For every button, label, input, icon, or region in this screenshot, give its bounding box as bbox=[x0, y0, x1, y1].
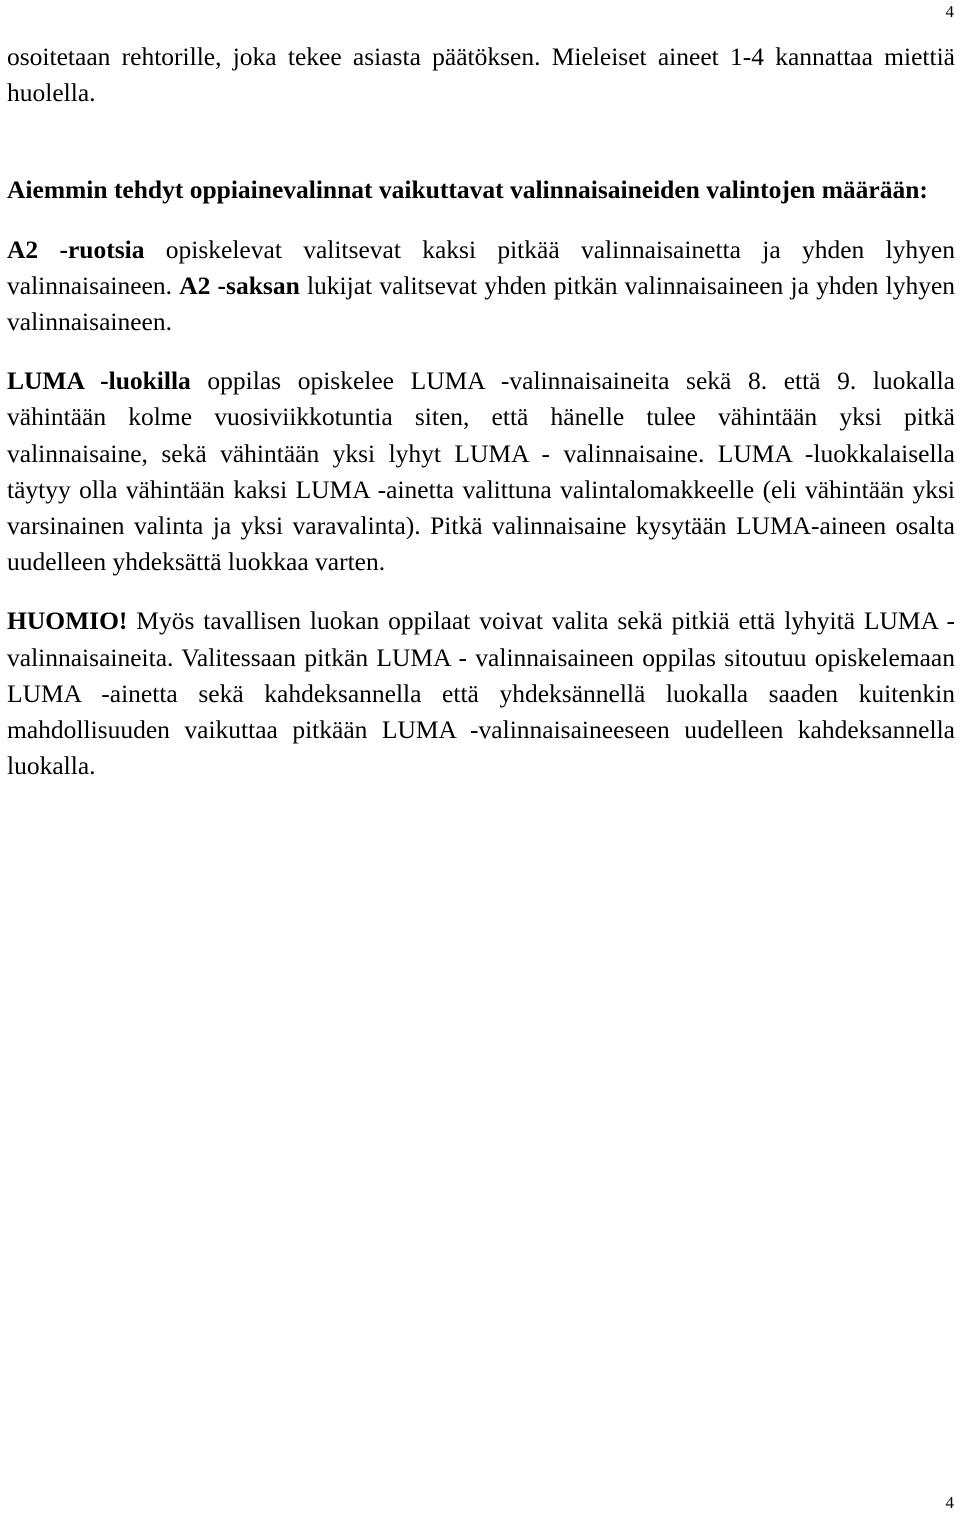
term-a2-saksan: A2 -saksan bbox=[179, 270, 300, 300]
paragraph-text: oppilas opiskelee LUMA -valinnaisaineita sekä 8. että 9. luokalla vähintään kolme vuosiviikkotuntia siten, että hänelle tulee vähintään yksi pitkä valinnaisaine, sekä vähintään yksi lyhyt LUMA - valinnaisaine. LUMA -luokkalaisella täytyy olla vähintään kaksi LUMA -ainetta valittuna valintalomakkeelle (eli vähintään yksi varsinainen valinta ja yksi varavalinta). Pitkä valinnaisaine kysytään LUMA-aineen osalta uudelleen yhdeksättä luokkaa varten. bbox=[7, 366, 955, 577]
spacer bbox=[7, 340, 955, 363]
spacer bbox=[7, 580, 955, 603]
page-number-bottom: 4 bbox=[945, 1493, 954, 1512]
page-number-top: 4 bbox=[945, 2, 954, 21]
paragraph-note bbox=[7, 603, 955, 784]
spacer bbox=[7, 209, 955, 232]
paragraph-text: Myös tavallisen luokan oppilaat voivat valita sekä pitkiä että lyhyitä LUMA -valinnaisaineita. Valitessaan pitkän LUMA - valinnaisaineen oppilas sitoutuu opiskelemaan LUMA -ainetta sekä kahdeksannella että yhdeksännellä luokalla saaden kuitenkin mahdollisuuden vaikuttaa pitkään LUMA -valinnaisaineeseen uudelleen kahdeksannella luokalla. bbox=[7, 606, 955, 781]
term-a2-ruotsia: A2 -ruotsia bbox=[7, 234, 145, 264]
paragraph-luma-classes bbox=[7, 363, 955, 580]
paragraph-language-choices bbox=[7, 232, 955, 341]
spacer bbox=[7, 111, 955, 172]
term-luma-luokilla: LUMA -luokilla bbox=[7, 366, 191, 396]
paragraph-text: lukijat valitsevat yhden pitkän valinnaisaineen ja yhden lyhyen valinnaisaineen. bbox=[7, 270, 956, 337]
document-body bbox=[7, 39, 955, 784]
section-heading: Aiemmin tehdyt oppiainevalinnat vaikuttavat valinnaisaineiden valintojen määrään: bbox=[7, 175, 928, 205]
paragraph-intro: osoitetaan rehtorille, joka tekee asiasta päätöksen. Mieleiset aineet 1-4 kannattaa miettiä huolella. bbox=[7, 42, 955, 108]
term-huomio: HUOMIO! bbox=[7, 606, 128, 636]
paragraph-text: opiskelevat valitsevat kaksi pitkää valinnaisainetta ja yhden lyhyen valinnaisaineen. bbox=[7, 234, 955, 300]
